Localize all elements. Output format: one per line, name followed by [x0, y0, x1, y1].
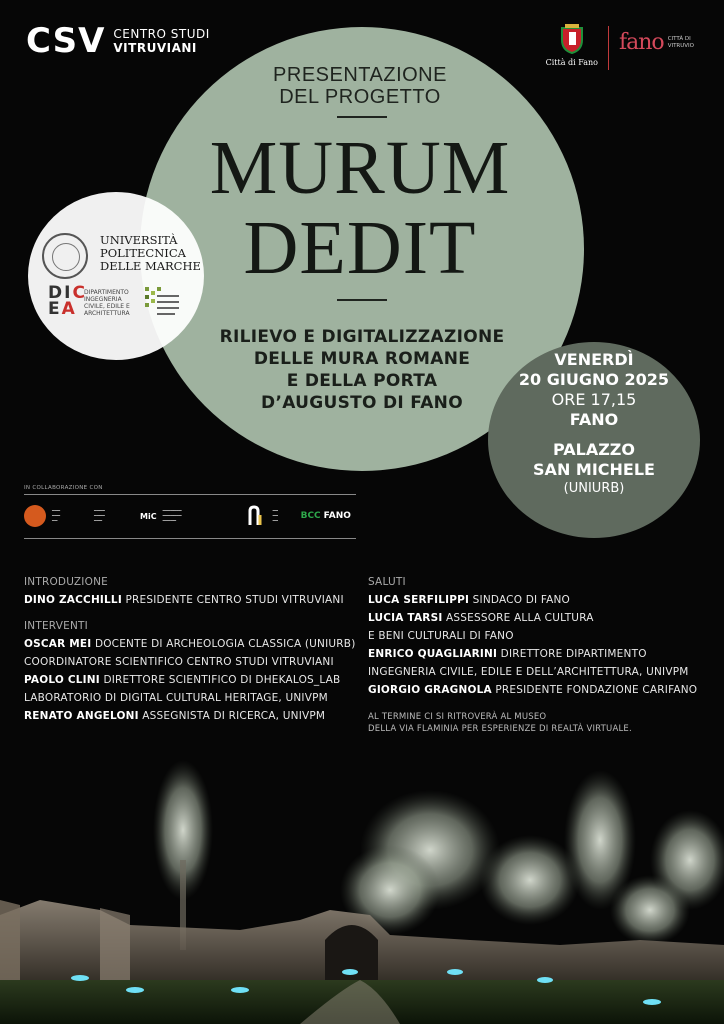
- fano-word: fano: [619, 30, 664, 55]
- speaker-role: SINDACO DI FANO: [472, 594, 571, 606]
- list-item: [368, 681, 708, 699]
- speaker-role-2: COORDINATORE SCIENTIFICO CENTRO STUDI VITRUVIANI: [24, 656, 334, 668]
- dept-line4: ARCHITETTURA: [84, 310, 130, 317]
- venue-note: (UNIURB): [563, 481, 625, 496]
- list-item: [24, 707, 360, 725]
- collab-divider-top: [24, 494, 356, 495]
- csv-logo: [26, 21, 210, 61]
- event-date: 20 GIUGNO 2025: [518, 370, 670, 389]
- university-line3: DELLE MARCHE: [100, 259, 201, 273]
- csv-line2: VITRUVIANI: [113, 41, 197, 55]
- partner-logos: [24, 500, 356, 532]
- speaker-role-2: E BENI CULTURALI DI FANO: [368, 630, 514, 642]
- speaker-role: PRESIDENTE CENTRO STUDI VITRUVIANI: [125, 594, 344, 606]
- university-line1: UNIVERSITÀ: [100, 233, 178, 247]
- mic-logo: MiC: [140, 511, 157, 521]
- dept-line2: INGEGNERIA: [84, 296, 122, 303]
- speaker-name: DINO ZACCHILLI: [24, 594, 122, 606]
- event-time: ORE 17,15: [551, 390, 637, 409]
- city-name: Città di Fano: [545, 58, 598, 67]
- soprintendenza-logo-text: ━━━━━━━ ━━━━━━━ ━━━━━: [162, 508, 182, 524]
- university-name: [100, 234, 201, 273]
- speaker-name: GIORGIO GRAGNOLA: [368, 684, 492, 696]
- fondazione-logo-icon: [247, 505, 267, 527]
- list-item: [24, 635, 360, 653]
- list-item: [24, 591, 360, 609]
- list-item: [24, 671, 360, 689]
- dept-line1: DIPARTIMENTO: [84, 289, 129, 296]
- speaker-role: ASSEGNISTA DI RICERCA, UNIVPM: [142, 710, 326, 722]
- program-right: [368, 573, 708, 735]
- closing-note: [368, 711, 708, 735]
- univpm-seal-icon: [42, 233, 88, 279]
- speaker-name: RENATO ANGELONI: [24, 710, 139, 722]
- dept-line3: CIVILE, EDILE E: [84, 303, 130, 310]
- title-line2: DEDIT: [243, 206, 477, 290]
- city-logos: [546, 24, 694, 70]
- bcc-city: FANO: [323, 511, 351, 521]
- venue-line2: SAN MICHELE: [533, 460, 655, 479]
- list-item: [368, 609, 708, 627]
- speaker-role: ASSESSORE ALLA CULTURA: [446, 612, 594, 624]
- page-title: [160, 128, 560, 288]
- speaker-role: DIRETTORE DIPARTIMENTO: [500, 648, 647, 660]
- presentation-line2: DEL PROGETTO: [279, 86, 441, 108]
- city-shield-icon: [559, 24, 585, 54]
- fano-sub1: CITTÀ DI: [667, 35, 691, 42]
- uniurb-logo-text: ━━━ ━━━ ━━: [52, 508, 61, 524]
- talks-heading: INTERVENTI: [24, 620, 88, 632]
- dicea-logo: DIC EA: [48, 283, 87, 319]
- fano-sub2: VITRUVIO: [667, 42, 694, 49]
- list-item: [368, 645, 708, 663]
- list-item: [368, 591, 708, 609]
- presentation-heading: [160, 64, 560, 108]
- csv-mark: CSV: [26, 21, 106, 61]
- speaker-role: DOCENTE DI ARCHEOLOGIA CLASSICA (UNIURB): [94, 638, 356, 650]
- speaker-role-2: LABORATORIO DI DIGITAL CULTURAL HERITAGE, UNIVPM: [24, 692, 328, 704]
- speaker-role-2: INGEGNERIA CIVILE, EDILE E DELL’ARCHITETTURA, UNIVPM: [368, 666, 689, 678]
- csv-text: [113, 27, 209, 55]
- program-left: [24, 573, 360, 725]
- speaker-name: PAOLO CLINI: [24, 674, 100, 686]
- note-line2: DELLA VIA FLAMINIA PER ESPERIENZE DI REALTÀ VIRTUALE.: [368, 724, 632, 734]
- speaker-role: DIRETTORE SCIENTIFICO DI DHEKALOS_LAB: [103, 674, 341, 686]
- speaker-name: LUCIA TARSI: [368, 612, 443, 624]
- intro-heading: INTRODUZIONE: [24, 576, 108, 588]
- speaker-name: OSCAR MEI: [24, 638, 92, 650]
- subtitle-line: RILIEVO E DIGITALIZZAZIONE: [219, 327, 505, 347]
- fondazione-logo-text: ━━ ━━ ━━: [272, 508, 278, 524]
- fano-logo: [619, 30, 694, 55]
- divider: [608, 26, 609, 70]
- rule-bottom: [337, 299, 387, 301]
- speaker-name: LUCA SERFILIPPI: [368, 594, 470, 606]
- department-name: [84, 289, 130, 317]
- event-day: VENERDÌ: [554, 350, 634, 369]
- event-city: FANO: [569, 410, 619, 429]
- rule-top: [337, 116, 387, 118]
- subtitle-line: E DELLA PORTA: [286, 371, 438, 391]
- dhekalos-lab-icon: [143, 285, 183, 319]
- note-line1: AL TERMINE CI SI RITROVERÀ AL MUSEO: [368, 712, 547, 722]
- uniurb-logo-icon: [24, 505, 46, 527]
- bcc-mark: BCC: [300, 511, 321, 521]
- fano-sub: [668, 36, 694, 50]
- event-info: [488, 350, 700, 498]
- speaker-role: PRESIDENTE FONDAZIONE CARIFANO: [495, 684, 698, 696]
- collab-divider-bottom: [24, 538, 356, 539]
- csv-line1: CENTRO STUDI: [113, 27, 210, 41]
- bcc-fano-logo: [301, 511, 351, 521]
- subtitle-line: D’AUGUSTO DI FANO: [261, 393, 463, 413]
- university-line2: POLITECNICA: [100, 246, 186, 260]
- greetings-heading: SALUTI: [368, 576, 406, 588]
- city-of-fano-logo: [546, 24, 598, 67]
- title-line1: MURUM: [209, 126, 511, 210]
- point-cloud-ruins-image: [0, 740, 724, 1024]
- collaboration-label: IN COLLABORAZIONE CON: [24, 485, 103, 491]
- dept-logo-text: ━━━━ ━━━━ ━━━: [94, 508, 105, 524]
- subtitle: [190, 326, 534, 414]
- presentation-line1: PRESENTAZIONE: [273, 64, 447, 86]
- subtitle-line: DELLE MURA ROMANE: [253, 349, 471, 369]
- venue-line1: PALAZZO: [552, 440, 636, 459]
- speaker-name: ENRICO QUAGLIARINI: [368, 648, 498, 660]
